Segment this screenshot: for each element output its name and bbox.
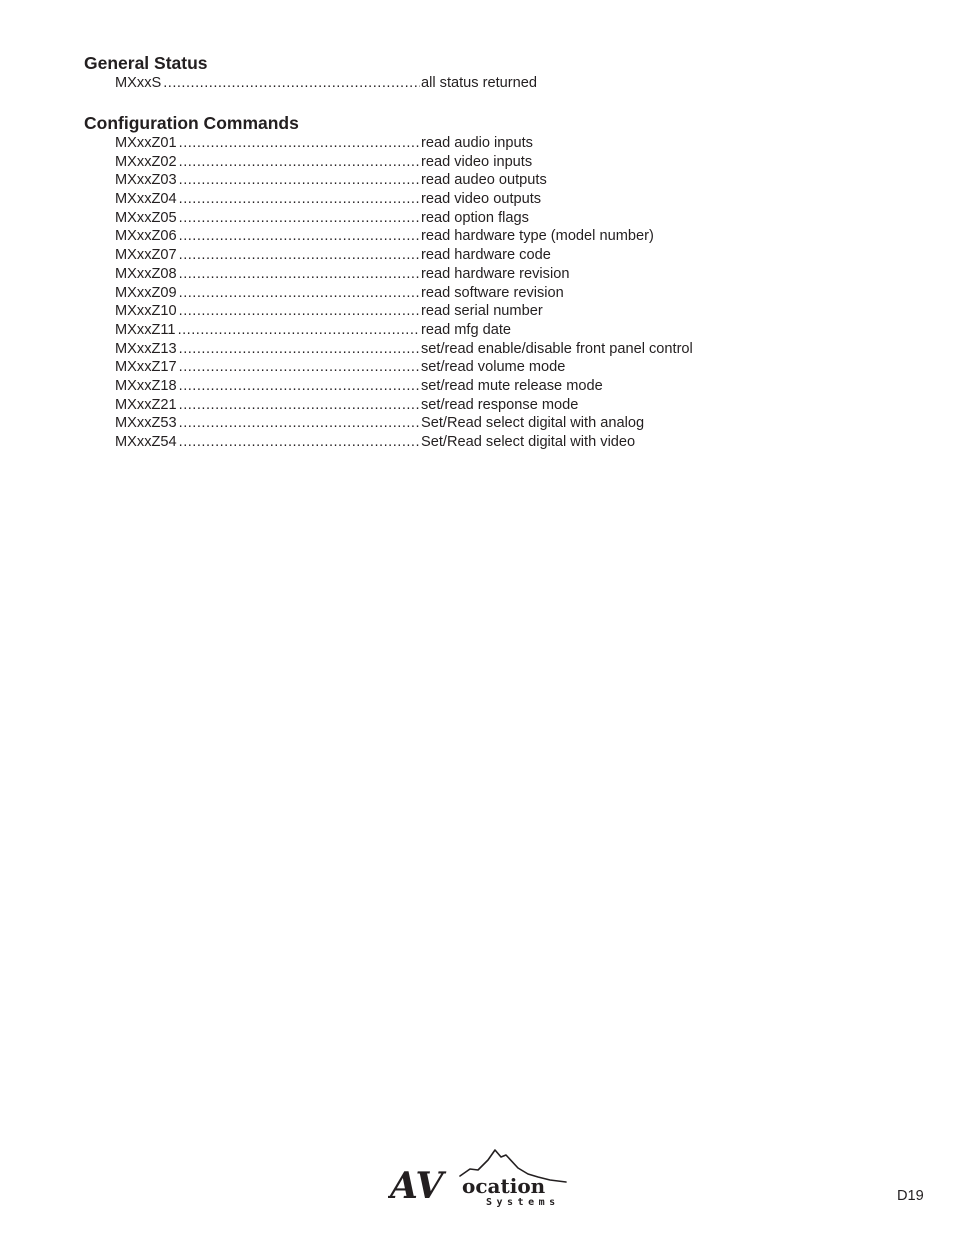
page-number: D19	[897, 1188, 924, 1204]
command-description: read video outputs	[421, 191, 542, 208]
command-code: MXxxZ01	[115, 135, 177, 151]
command-code: MXxxZ10	[115, 303, 177, 320]
logo-systems-text: Systems	[486, 1197, 560, 1208]
command-description: read serial number	[421, 303, 543, 320]
command-code: MXxxZ13	[115, 340, 177, 357]
dot-leader	[179, 396, 420, 415]
dot-leader	[179, 265, 420, 284]
command-entry	[115, 209, 784, 228]
dot-leader	[179, 227, 420, 246]
command-code: MXxxZ03	[115, 172, 177, 189]
command-description: all status returned	[421, 75, 538, 91]
command-description: set/read mute release mode	[421, 377, 603, 394]
dot-leader	[179, 284, 420, 303]
command-entry	[115, 414, 784, 433]
dot-leader	[179, 302, 420, 321]
command-description: read hardware type (model number)	[421, 228, 654, 245]
command-description: read video inputs	[421, 153, 533, 170]
dot-leader	[179, 190, 420, 209]
command-list	[115, 74, 784, 93]
dot-leader	[179, 414, 420, 433]
command-entry	[115, 227, 784, 246]
dot-leader	[179, 153, 420, 172]
command-code: MXxxZ08	[115, 265, 177, 282]
command-description: set/read enable/disable front panel control	[421, 340, 693, 357]
dot-leader	[179, 246, 420, 265]
command-entry	[115, 265, 784, 284]
command-code: MXxxZ09	[115, 284, 177, 301]
command-code: MXxxZ17	[115, 359, 177, 376]
command-entry	[115, 302, 784, 321]
dot-leader	[179, 134, 420, 153]
dot-leader	[179, 209, 420, 228]
command-description: set/read response mode	[421, 396, 579, 413]
command-description: Set/Read select digital with video	[421, 434, 636, 450]
command-description: read hardware code	[421, 247, 551, 264]
command-code: MXxxZ53	[115, 415, 177, 432]
command-code: MXxxZ04	[115, 191, 177, 208]
command-code: MXxxZ54	[115, 434, 177, 450]
command-description: read hardware revision	[421, 265, 570, 282]
command-entry	[115, 134, 784, 153]
command-entry	[115, 284, 784, 303]
command-entry	[115, 246, 784, 265]
command-description: set/read volume mode	[421, 359, 566, 376]
command-entry	[115, 321, 784, 340]
command-description: read software revision	[421, 284, 564, 301]
command-entry	[115, 396, 784, 415]
command-code: MXxxZ18	[115, 377, 177, 394]
command-entry	[115, 153, 784, 172]
dot-leader	[179, 358, 420, 377]
dot-leader	[179, 340, 420, 359]
command-code: MXxxS	[115, 75, 162, 91]
command-entry	[115, 433, 784, 452]
command-description: Set/Read select digital with analog	[421, 415, 645, 432]
command-entry	[115, 74, 784, 93]
avocation-systems-logo	[388, 1146, 570, 1210]
logo-av-text: AV	[390, 1165, 444, 1207]
dot-leader	[179, 171, 420, 190]
command-entry	[115, 358, 784, 377]
command-code: MXxxZ07	[115, 247, 177, 264]
section-heading: General Status	[84, 53, 208, 73]
general-status-section	[84, 52, 784, 93]
dot-leader	[179, 377, 420, 396]
command-entry	[115, 377, 784, 396]
command-code: MXxxZ06	[115, 228, 177, 245]
command-description: read audeo outputs	[421, 172, 547, 189]
command-code: MXxxZ02	[115, 153, 177, 170]
command-entry	[115, 340, 784, 359]
command-description: read audio inputs	[421, 135, 533, 151]
command-description: read option flags	[421, 209, 529, 226]
command-code: MXxxZ11	[115, 321, 176, 338]
command-entry	[115, 171, 784, 190]
command-entry	[115, 190, 784, 209]
command-code: MXxxZ05	[115, 209, 177, 226]
dot-leader	[178, 321, 420, 340]
logo-ocation-text: ocation	[462, 1174, 546, 1198]
command-description: read mfg date	[421, 321, 512, 338]
section-heading: Configuration Commands	[84, 113, 299, 133]
command-code: MXxxZ21	[115, 396, 177, 413]
dot-leader	[163, 74, 420, 93]
command-list	[115, 134, 784, 452]
configuration-commands-section	[84, 112, 784, 452]
dot-leader	[179, 433, 420, 452]
